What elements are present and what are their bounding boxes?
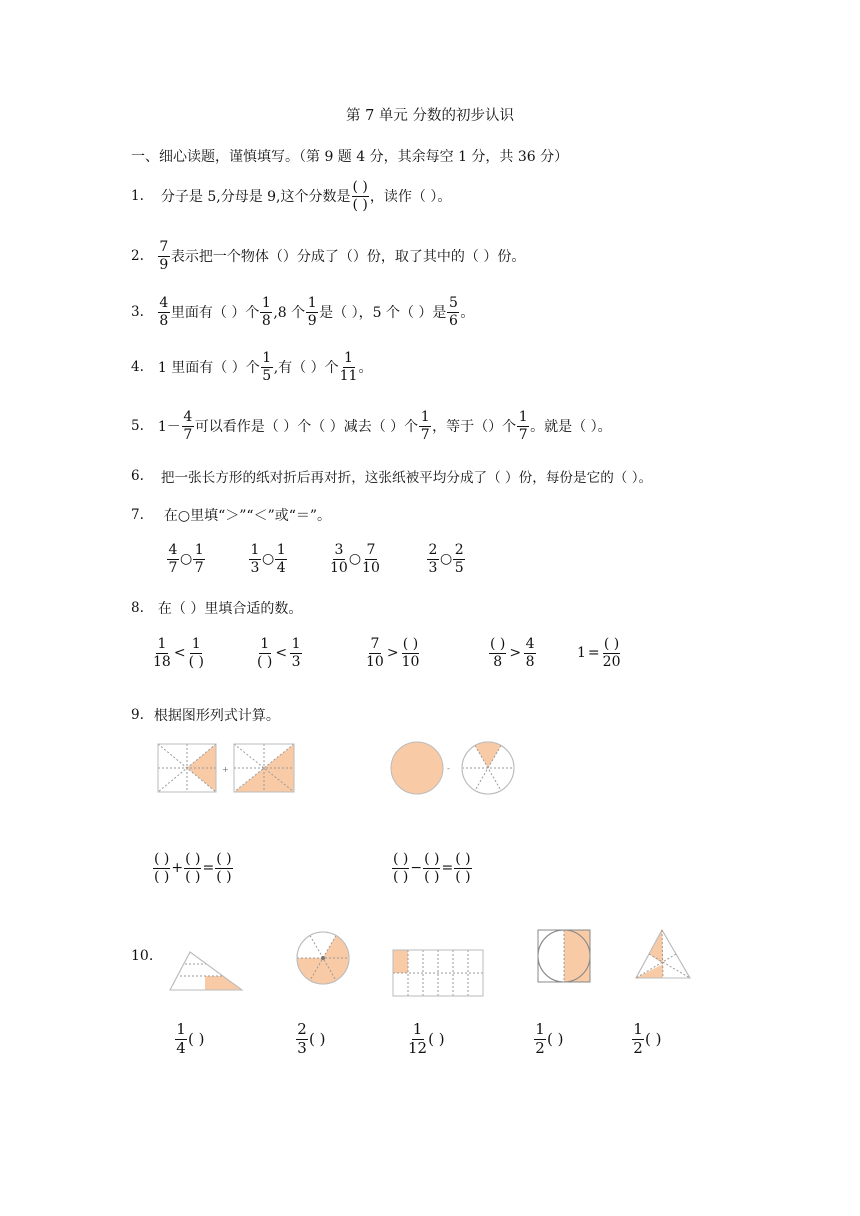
compare-circle[interactable]: ○ bbox=[262, 551, 275, 568]
q1-text-a: 分子是 5,分母是 9,这个分数是 bbox=[160, 189, 351, 206]
q10-answer-blank[interactable]: ( ) bbox=[547, 1030, 564, 1049]
q10-triangle bbox=[170, 952, 242, 990]
q7-item-4: 2 3 ○ 2 5 bbox=[428, 542, 464, 576]
question-2 bbox=[131, 240, 525, 272]
q9-circle-full bbox=[391, 742, 443, 794]
q4-text-3: 。 bbox=[358, 360, 373, 377]
q9-minus-sign: - bbox=[447, 764, 450, 773]
q5-text-1: 可以看作是（ ）个（ ）减去（ ）个 bbox=[194, 419, 419, 436]
q7-item-3: 3 10 ○ 7 10 bbox=[330, 542, 380, 576]
q5-number: 5. bbox=[131, 418, 144, 435]
q9-number: 9. bbox=[131, 707, 144, 723]
q10-figures bbox=[160, 922, 700, 1002]
q8-text: 在（ ）里填合适的数。 bbox=[157, 601, 303, 617]
q4-text-1: 1 里面有（ ）个 bbox=[157, 360, 260, 377]
section-heading: 一、细心读题，谨慎填写。（第 9 题 4 分，其余每空 1 分，共 36 分） bbox=[131, 149, 569, 165]
q3-text-3: 是（ ），5 个（ ）是 bbox=[319, 305, 447, 322]
q9-figures bbox=[150, 738, 530, 802]
q1-text-b: ，读作（ ）。 bbox=[369, 189, 452, 206]
q2-number: 2. bbox=[131, 248, 144, 265]
q9-plus-sign: + bbox=[222, 765, 229, 774]
q6-number: 6. bbox=[131, 468, 144, 484]
q10-answer-blank[interactable]: ( ) bbox=[188, 1030, 205, 1049]
q7-item-1: 4 7 ○ 1 7 bbox=[168, 542, 204, 576]
q9-equation-add: ( ) ( ) + ( ) ( ) = ( ) ( ) bbox=[154, 851, 232, 885]
compare-circle[interactable]: ○ bbox=[180, 551, 193, 568]
q8-item-5: 1 = ( ) 20 bbox=[577, 636, 621, 670]
q6-text: 把一张长方形的纸对折后再对折，这张纸被平均分成了（ ）份，每份是它的（ ）。 bbox=[160, 470, 653, 486]
question-7 bbox=[131, 505, 331, 525]
q10-number: 10. bbox=[131, 948, 154, 964]
q10-circle bbox=[297, 932, 349, 984]
q7-number: 7. bbox=[131, 507, 144, 523]
q5-text-3: 。就是（ ）。 bbox=[530, 419, 612, 436]
q10-triangle-2 bbox=[636, 930, 690, 978]
compare-circle[interactable]: ○ bbox=[348, 551, 362, 568]
q9-text: 根据图形列式计算。 bbox=[153, 708, 280, 724]
question-6 bbox=[131, 466, 652, 486]
q3-fraction-3: 1 9 bbox=[307, 295, 317, 329]
q1-answer-fraction[interactable]: ( ) ( ) bbox=[352, 179, 368, 213]
q8-number: 8. bbox=[131, 600, 144, 616]
q3-fraction-4: 5 6 bbox=[448, 295, 458, 329]
q4-fraction-1: 1 5 bbox=[262, 350, 272, 384]
q8-item-2: 1 ( ) < 1 3 bbox=[257, 636, 301, 670]
question-5 bbox=[131, 410, 612, 442]
compare-circle[interactable]: ○ bbox=[440, 551, 453, 568]
q3-number: 3. bbox=[131, 304, 144, 321]
q9-rectangle-1 bbox=[158, 744, 216, 792]
q10-answer-3: 1 12 ( ) bbox=[408, 1020, 445, 1057]
q9-circle-sixths bbox=[462, 742, 514, 794]
q4-text-2: ,有（ ）个 bbox=[273, 360, 339, 377]
q5-fraction-1: 4 7 bbox=[183, 409, 193, 443]
q3-text-4: 。 bbox=[460, 305, 475, 322]
page-title: 第 7 单元 分数的初步认识 bbox=[345, 108, 515, 124]
q10-answer-1: 1 4 ( ) bbox=[176, 1020, 205, 1057]
q1-number: 1. bbox=[131, 188, 144, 205]
q7-text: 在○里填“＞”“＜”或“＝”。 bbox=[163, 508, 332, 524]
q2-fraction: 7 9 bbox=[159, 239, 169, 273]
q8-item-4: ( ) 8 > 4 8 bbox=[490, 636, 535, 670]
q4-number: 4. bbox=[131, 359, 144, 376]
q8-item-1: 1 18 < 1 ( ) bbox=[153, 636, 204, 670]
q10-answer-4: 1 2 ( ) bbox=[535, 1020, 564, 1057]
q5-fraction-3: 1 7 bbox=[518, 409, 528, 443]
question-3 bbox=[131, 296, 474, 328]
question-1 bbox=[131, 180, 451, 212]
q5-text-0: 1－ bbox=[157, 419, 181, 436]
q10-square-circle bbox=[538, 930, 590, 982]
q3-text-2: ,8 个 bbox=[273, 305, 306, 322]
q8-item-3: 7 10 > ( ) 10 bbox=[366, 636, 420, 670]
q9-rectangle-2 bbox=[234, 744, 294, 792]
q10-answer-blank[interactable]: ( ) bbox=[309, 1030, 326, 1049]
q3-fraction-1: 4 8 bbox=[159, 295, 169, 329]
q9-equation-subtract: ( ) ( ) − ( ) ( ) = ( ) ( ) bbox=[393, 851, 471, 885]
question-9 bbox=[131, 705, 280, 725]
q2-text: 表示把一个物体（）分成了（）份，取了其中的（ ）份。 bbox=[170, 249, 526, 266]
q5-text-2: ，等于（）个 bbox=[432, 419, 517, 436]
q10-answer-blank[interactable]: ( ) bbox=[428, 1030, 445, 1049]
q5-fraction-2: 1 7 bbox=[420, 409, 430, 443]
q7-item-2: 1 3 ○ 1 4 bbox=[250, 542, 286, 576]
question-4 bbox=[131, 351, 372, 383]
question-8 bbox=[131, 598, 302, 618]
q10-answer-2: 2 3 ( ) bbox=[297, 1020, 326, 1057]
q10-answer-5: 1 2 ( ) bbox=[633, 1020, 662, 1057]
q4-fraction-2: 1 11 bbox=[339, 350, 358, 384]
q10-grid-rectangle bbox=[393, 950, 483, 996]
q3-fraction-2: 1 8 bbox=[261, 295, 271, 329]
q10-answer-blank[interactable]: ( ) bbox=[645, 1030, 662, 1049]
q3-text-1: 里面有（ ）个 bbox=[170, 305, 260, 322]
